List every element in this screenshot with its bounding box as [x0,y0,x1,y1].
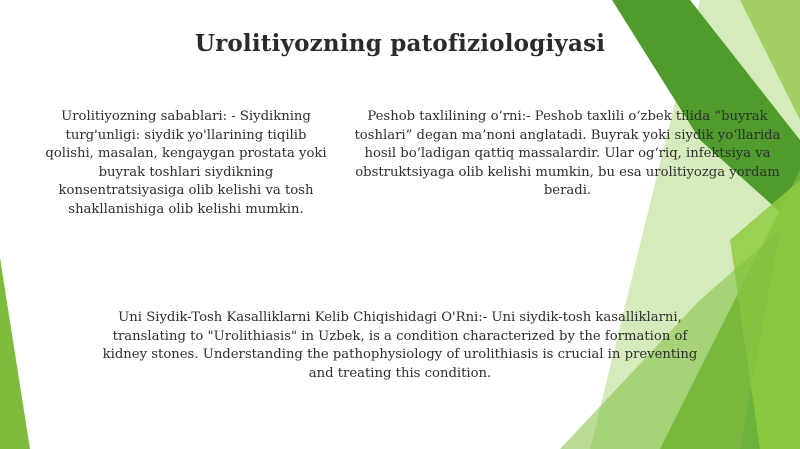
left-text-block: Urolitiyozning sabablari: - Siydikning turg'unligi: siydik yo'llarining tiqilib qolishi, masalan, kengaygan prostata yoki buyrak toshlari siydikning konsentratsiyasiga olib kelishi va tosh shakllanishiga olib kelishi mumkin. [45,109,327,217]
bottom-text-block: Uni Siydik-Tosh Kasalliklarni Kelib Chiqishidagi O'Rni:- Uni siydik-tosh kasalliklarni, translating to "Urolithiasis" in Uzbek, is a condition characterized by the formation of kidney stones. Understanding the pathophysiology of urolithiasis is crucial in preventing and treating this condition. [102,310,698,381]
right-text-block: Peshob taxlilining o‘rni:- Peshob taxlili o‘zbek tilida “buyrak toshlari” degan ma’noni anglatadi. Buyrak yoki siydik yo‘llarida hosil bo‘ladigan qattiq massalardir. Ular og‘riq, infektsiya va obstruktsiyaga olib kelishi mumkin, bu esa urolitiyozga yordam beradi. [354,109,781,198]
slide-title: Urolitiyozning patofiziologiyasi [194,30,606,57]
left-accent-shape [0,258,30,449]
